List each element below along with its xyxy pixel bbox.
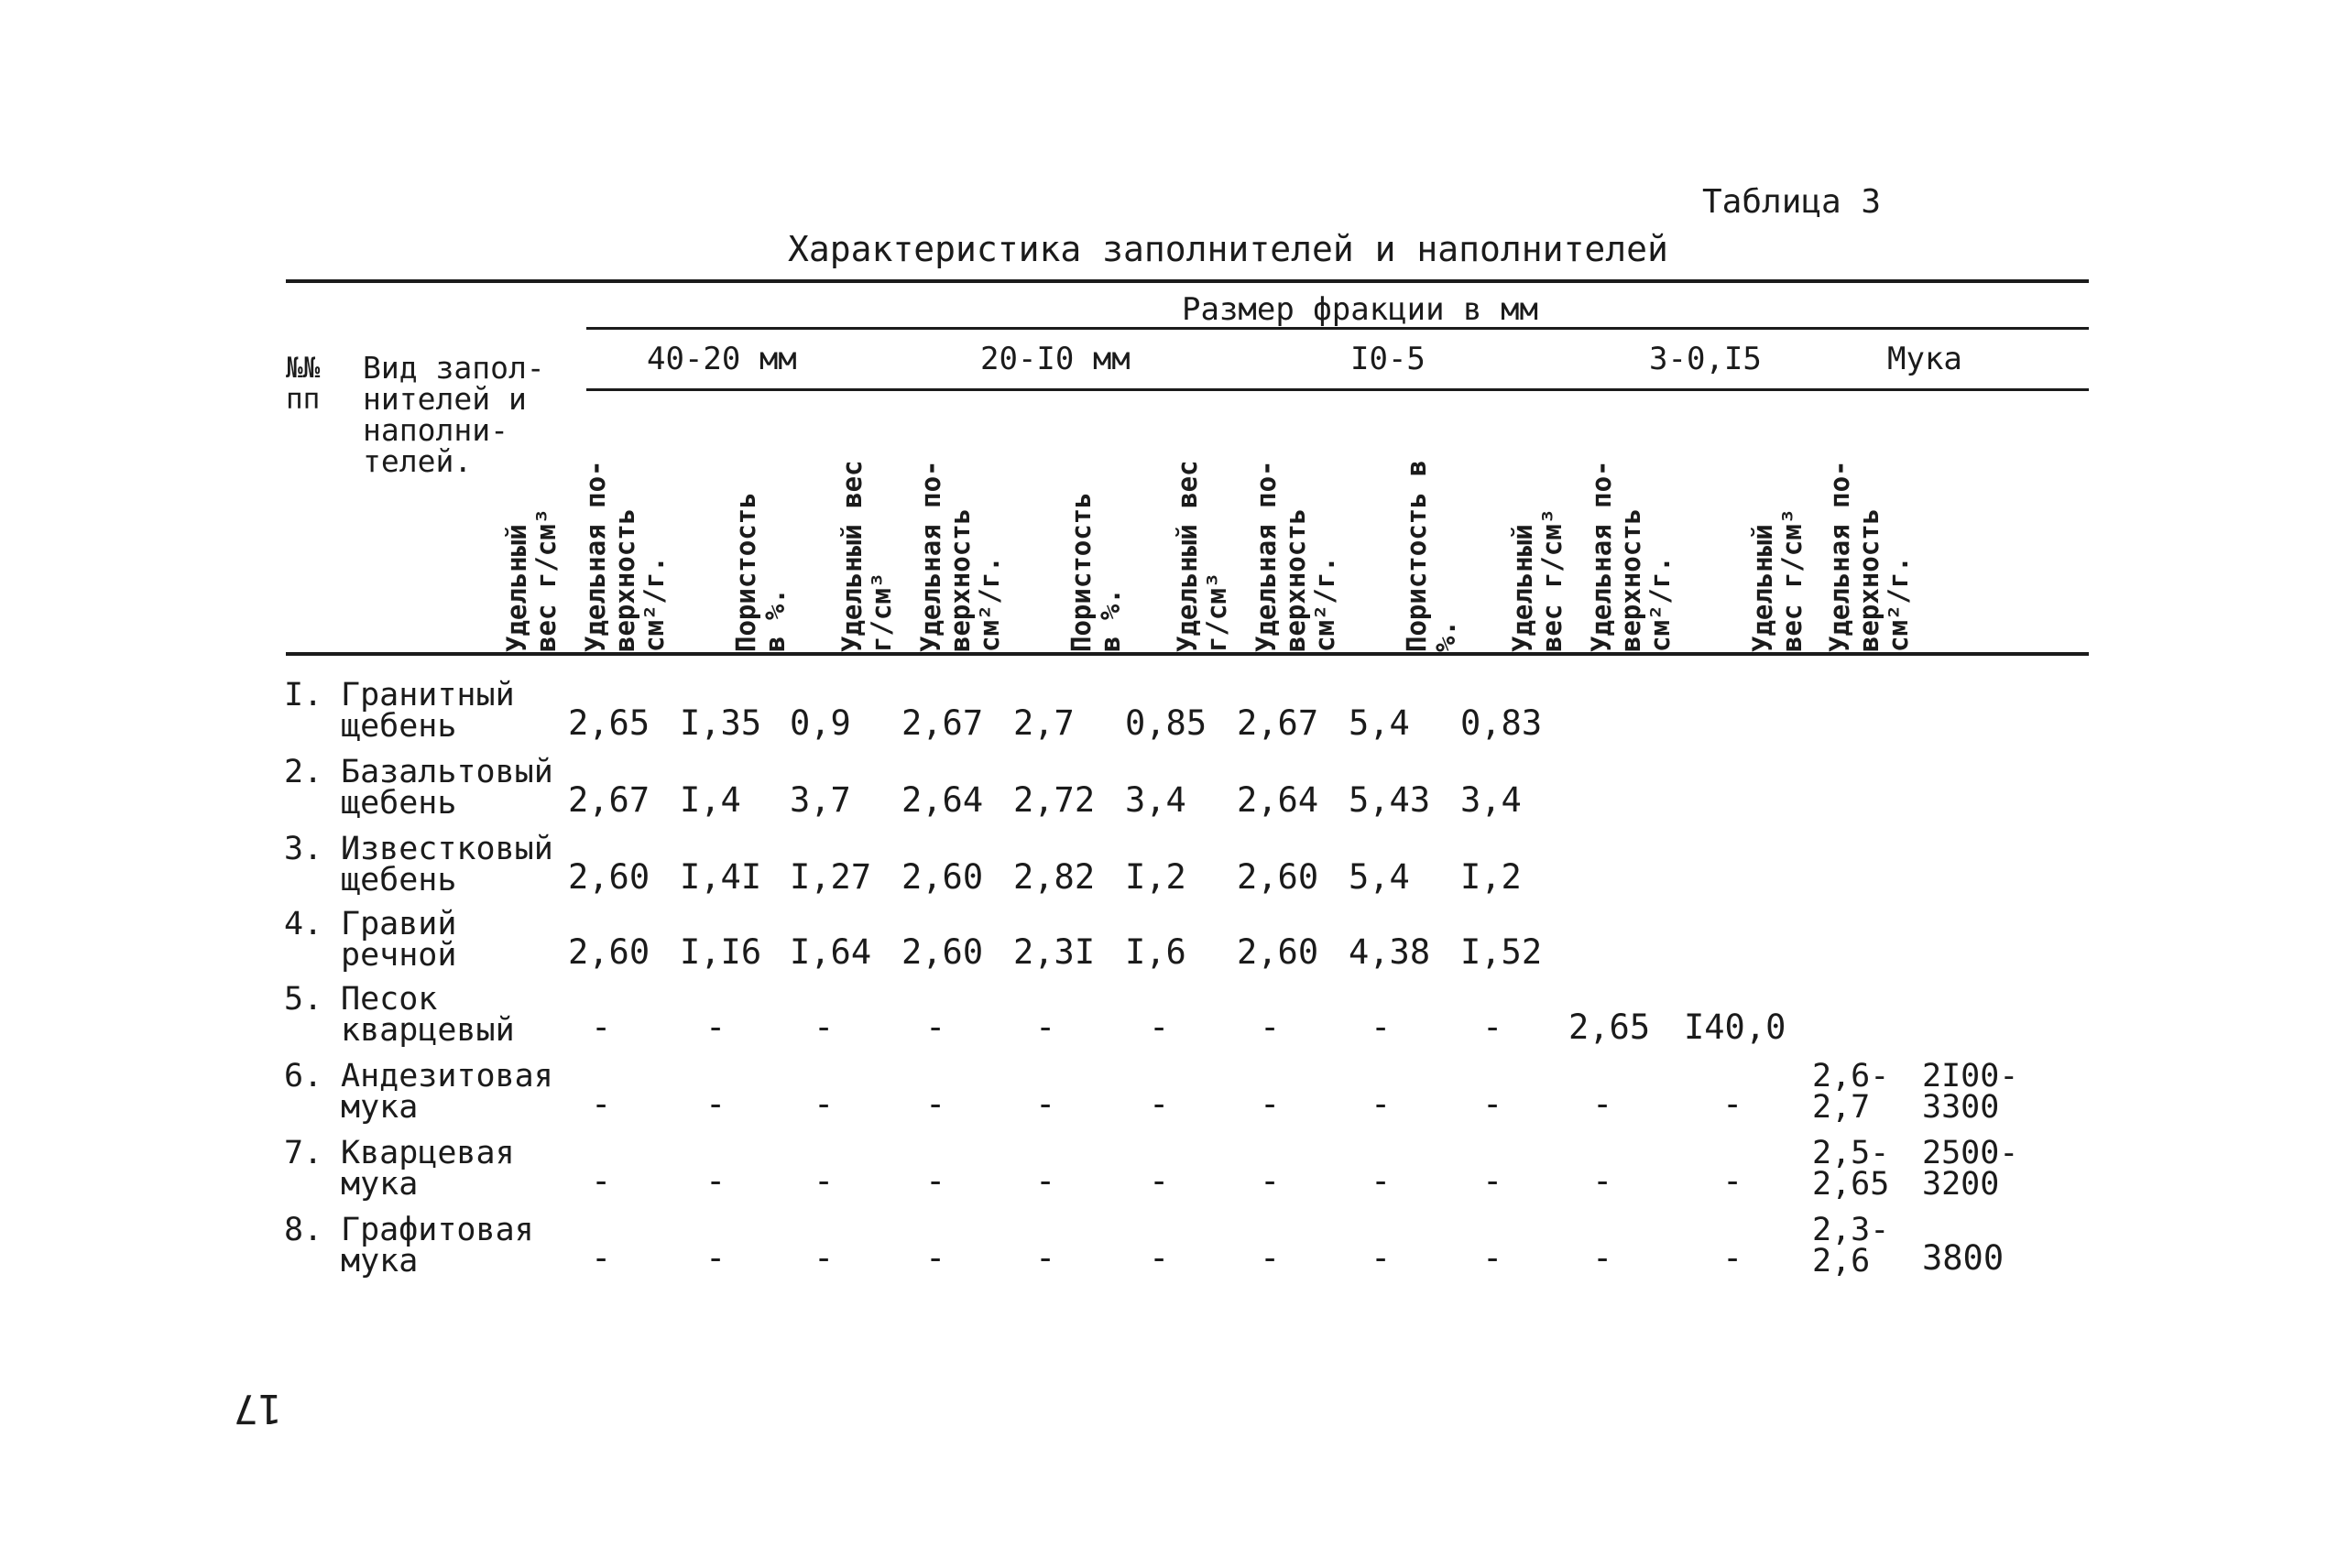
table-cell: 3,7 <box>790 780 851 820</box>
table-cell: - <box>814 1161 835 1201</box>
table-cell: 2,60 <box>1237 932 1319 972</box>
table-cell: 5,4 <box>1349 703 1410 743</box>
row-material-name: Гравий речной <box>341 906 457 974</box>
table-cell: 0,9 <box>790 703 851 743</box>
column-header-text: Пористость в %. <box>1065 492 1126 652</box>
column-header-text: Удельная по- верхность см²/г. <box>1586 460 1676 652</box>
number-column-header: №№ пп <box>286 352 321 416</box>
table-cell: I,4 <box>680 780 741 820</box>
table-cell: 2,5- 2,65 <box>1812 1135 1890 1203</box>
table-cell: - <box>705 1238 727 1278</box>
column-header-text: Удельный вес г/см³ <box>1747 507 1808 652</box>
table-cell: - <box>1260 1007 1281 1047</box>
table-cell: - <box>925 1161 946 1201</box>
table-cell: I,35 <box>680 703 762 743</box>
table-cell: - <box>1149 1161 1170 1201</box>
table-cell: - <box>1722 1161 1743 1201</box>
table-cell: 2,64 <box>1237 780 1319 820</box>
table-cell: 2,60 <box>1237 857 1319 897</box>
row-number: 4. <box>284 906 323 942</box>
group-header-10-5: I0-5 <box>1350 341 1426 377</box>
table-cell: 2,64 <box>901 780 984 820</box>
row-number: 6. <box>284 1058 323 1094</box>
table-cell: - <box>1260 1238 1281 1278</box>
table-cell: - <box>1035 1238 1056 1278</box>
table-cell: - <box>1482 1238 1503 1278</box>
table-cell: - <box>1482 1007 1503 1047</box>
column-header-text: Удельная по- верхность см²/г. <box>1824 460 1914 652</box>
table-cell: 2,3- 2,6 <box>1812 1212 1890 1279</box>
group-header-40-20: 40-20 мм <box>647 341 797 377</box>
table-cell: 4,38 <box>1349 932 1431 972</box>
table-cell: - <box>1371 1161 1392 1201</box>
table-cell: I,4I <box>680 857 762 897</box>
row-material-name: Известковый щебень <box>341 831 553 898</box>
row-material-name: Песок кварцевый <box>341 981 515 1049</box>
table-cell: - <box>1149 1238 1170 1278</box>
table-cell: 2,67 <box>901 703 984 743</box>
table-cell: 0,85 <box>1125 703 1207 743</box>
table-cell: - <box>1592 1161 1613 1201</box>
table-cell: 2,7 <box>1013 703 1075 743</box>
table-cell: - <box>1035 1007 1056 1047</box>
column-header-text: Удельная по- верхность см²/г. <box>580 460 670 652</box>
table-cell: - <box>814 1238 835 1278</box>
table-cell: 2,60 <box>568 932 650 972</box>
table-cell: 2,65 <box>568 703 650 743</box>
table-cell: - <box>705 1161 727 1201</box>
column-header-text: Удельная по- верхность см²/г. <box>1251 460 1340 652</box>
table-cell: 2,60 <box>568 857 650 897</box>
table-cell: - <box>591 1161 612 1201</box>
table-cell: 2,60 <box>901 932 984 972</box>
table-cell: 2I00- 3300 <box>1922 1058 2019 1126</box>
row-number: 7. <box>284 1135 323 1171</box>
table-cell: - <box>1260 1161 1281 1201</box>
table-cell: - <box>705 1084 727 1124</box>
table-cell: I,52 <box>1460 932 1543 972</box>
column-header-text: Удельная по- верхность см²/г. <box>915 460 1005 652</box>
table-cell: - <box>925 1084 946 1124</box>
row-number: 2. <box>284 754 323 790</box>
table-cell: 2,65 <box>1568 1007 1651 1047</box>
row-material-name: Кварцевая мука <box>341 1135 515 1203</box>
table-cell: I,2 <box>1125 857 1186 897</box>
table-cell: 5,4 <box>1349 857 1410 897</box>
row-number: 8. <box>284 1212 323 1248</box>
group-header-20-10: 20-I0 мм <box>980 341 1131 377</box>
table-cell: - <box>591 1007 612 1047</box>
table-cell: 2,82 <box>1013 857 1096 897</box>
table-cell: 2500- 3200 <box>1922 1135 2019 1203</box>
row-number: I. <box>284 677 323 713</box>
table-cell: - <box>591 1084 612 1124</box>
table-cell: I,27 <box>790 857 872 897</box>
column-header-text: Пористость в %. <box>730 492 791 652</box>
table-cell: 3800 <box>1922 1238 2005 1278</box>
table-cell: - <box>1722 1238 1743 1278</box>
column-header-text: Удельный вес г/см³ <box>836 460 897 652</box>
column-header-text: Удельный вес г/см³ <box>1507 507 1568 652</box>
table-cell: - <box>1482 1161 1503 1201</box>
table-cell: 0,83 <box>1460 703 1543 743</box>
table-cell: - <box>1260 1084 1281 1124</box>
row-material-name: Базальтовый щебень <box>341 754 553 822</box>
table-cell: - <box>1035 1084 1056 1124</box>
table-cell: - <box>1149 1084 1170 1124</box>
header-bottom-rule <box>286 652 2089 656</box>
table-cell: I40,0 <box>1684 1007 1786 1047</box>
row-material-name: Графитовая мука <box>341 1212 534 1279</box>
type-column-header: Вид запол- нителей и наполни- телей. <box>363 350 545 479</box>
table-cell: - <box>1482 1084 1503 1124</box>
table-cell: - <box>1371 1007 1392 1047</box>
table-cell: - <box>814 1084 835 1124</box>
column-header-text: Удельный вес г/см³ <box>501 507 562 652</box>
fraction-size-header: Размер фракции в мм <box>1182 291 1538 328</box>
row-material-name: Андезитовая мука <box>341 1058 553 1126</box>
table-cell: I,64 <box>790 932 872 972</box>
table-cell: - <box>925 1238 946 1278</box>
table-cell: I,I6 <box>680 932 762 972</box>
table-cell: 2,72 <box>1013 780 1096 820</box>
group-header-3-015: 3-0,I5 <box>1649 341 1762 377</box>
table-cell: - <box>591 1238 612 1278</box>
row-number: 3. <box>284 831 323 867</box>
table-cell: - <box>1149 1007 1170 1047</box>
table-cell: - <box>1371 1084 1392 1124</box>
table-cell: I,2 <box>1460 857 1522 897</box>
table-cell: - <box>705 1007 727 1047</box>
column-header-text: Удельный вес г/см³ <box>1172 460 1232 652</box>
table-cell: 2,67 <box>568 780 650 820</box>
top-rule <box>286 279 2089 283</box>
table-cell: 3,4 <box>1125 780 1186 820</box>
group-rule <box>586 388 2089 391</box>
table-cell: - <box>814 1007 835 1047</box>
table-cell: - <box>925 1007 946 1047</box>
row-number: 5. <box>284 981 323 1018</box>
table-cell: - <box>1592 1238 1613 1278</box>
table-cell: 3,4 <box>1460 780 1522 820</box>
table-cell: I,6 <box>1125 932 1186 972</box>
row-material-name: Гранитный щебень <box>341 677 515 745</box>
table-cell: 5,43 <box>1349 780 1431 820</box>
table-cell: - <box>1592 1084 1613 1124</box>
table-cell: 2,3I <box>1013 932 1096 972</box>
table-cell: - <box>1722 1084 1743 1124</box>
column-header-text: Пористость в %. <box>1401 460 1461 652</box>
table-cell: - <box>1371 1238 1392 1278</box>
table-cell: 2,6- 2,7 <box>1812 1058 1890 1126</box>
table-cell: - <box>1035 1161 1056 1201</box>
group-header-flour: Мука <box>1887 341 1962 377</box>
table-cell: 2,67 <box>1237 703 1319 743</box>
table-label: Таблица 3 <box>1702 183 1882 221</box>
table-title: Характеристика заполнителей и наполнителей <box>788 229 1668 269</box>
page-number: 17 <box>234 1385 282 1432</box>
table-cell: 2,60 <box>901 857 984 897</box>
